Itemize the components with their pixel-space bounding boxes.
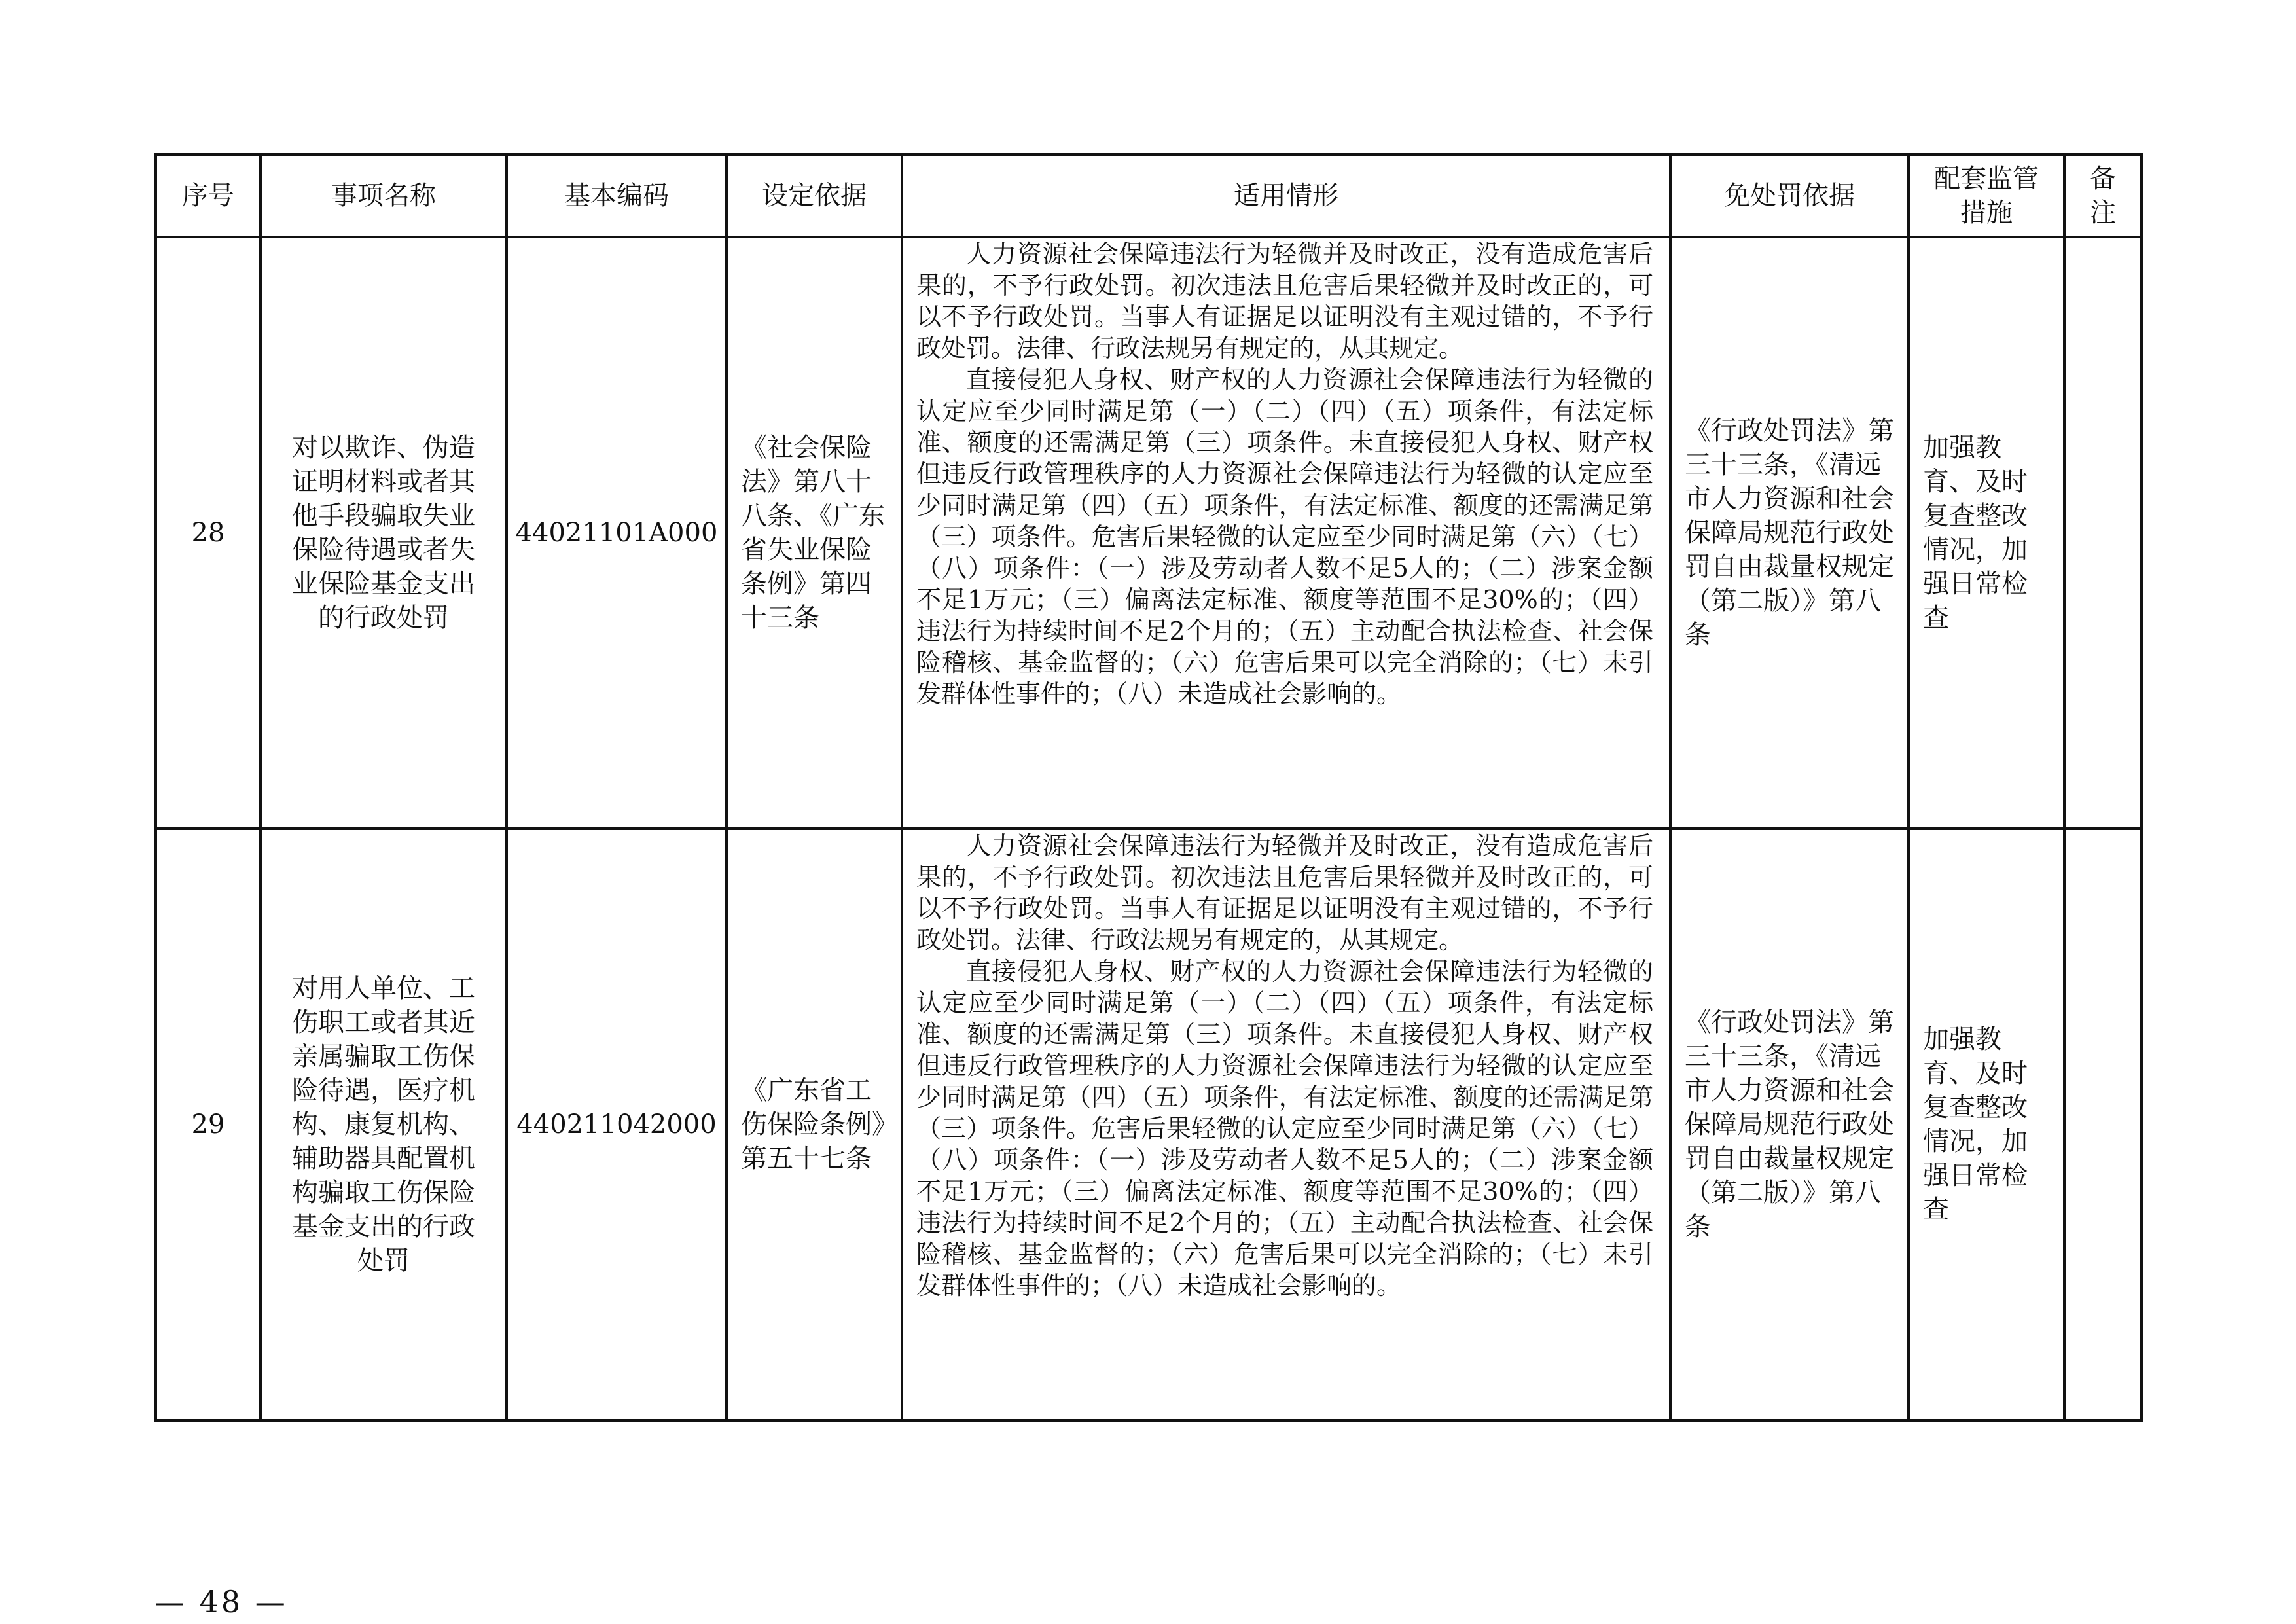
header-item-name: 事项名称 (260, 154, 507, 237)
table-row (156, 829, 2142, 1420)
situation-paragraph: 人力资源社会保障违法行为轻微并及时改正，没有造成危害后果的，不予行政处罚。初次违法且危害后果轻微并及时改正的，可以不予行政处罚。当事人有证据足以证明没有主观过错的，不予行政处罚。法律、行政法规另有规定的，从其规定。 (916, 831, 1653, 954)
row-supervision-measures: 加强教育、及时复查整改情况，加强日常检查 (1909, 237, 2064, 829)
table-header-row (156, 154, 2142, 237)
row-supervision-measures: 加强教育、及时复查整改情况，加强日常检查 (1909, 829, 2064, 1420)
row-remark (2064, 237, 2142, 829)
header-applicable-situation: 适用情形 (902, 154, 1670, 237)
row-item-name: 对用人单位、工伤职工或者其近亲属骗取工伤保险待遇，医疗机构、康复机构、辅助器具配置机构骗取工伤保险基金支出的行政处罚 (260, 829, 507, 1420)
table-row (156, 237, 2142, 829)
situation-paragraph: 直接侵犯人身权、财产权的人力资源社会保障违法行为轻微的认定应至少同时满足第（一）（二）（四）（五）项条件，有法定标准、额度的还需满足第（三）项条件。未直接侵犯人身权、财产权但违反行政管理秩序的人力资源社会保障违法行为轻微的认定应至少同时满足第（四）（五）项条件，有法定标准、额度的还需满足第（三）项条件。危害后果轻微的认定应至少同时满足第（六）（七）（八）项条件：（一）涉及劳动者人数不足5人的；（二）涉案金额不足1万元；（三）偏离法定标准、额度等范围不足30%的；（四）违法行为持续时间不足2个月的；（五）主动配合执法检查、社会保险稽核、基金监督的；（六）危害后果可以完全消除的；（七）未引发群体性事件的；（八）未造成社会影响的。 (916, 365, 1653, 708)
row-remark (2064, 829, 2142, 1420)
header-serial-number: 序号 (156, 154, 260, 237)
header-supervision-measures: 配套监管措施 (1909, 154, 2064, 237)
situation-paragraph: 直接侵犯人身权、财产权的人力资源社会保障违法行为轻微的认定应至少同时满足第（一）（二）（四）（五）项条件，有法定标准、额度的还需满足第（三）项条件。未直接侵犯人身权、财产权但违反行政管理秩序的人力资源社会保障违法行为轻微的认定应至少同时满足第（四）（五）项条件，有法定标准、额度的还需满足第（三）项条件。危害后果轻微的认定应至少同时满足第（六）（七）（八）项条件：（一）涉及劳动者人数不足5人的；（二）涉案金额不足1万元；（三）偏离法定标准、额度等范围不足30%的；（四）违法行为持续时间不足2个月的；（五）主动配合执法检查、社会保险稽核、基金监督的；（六）危害后果可以完全消除的；（七）未引发群体性事件的；（八）未造成社会影响的。 (916, 957, 1653, 1300)
situation-paragraph: 人力资源社会保障违法行为轻微并及时改正，没有造成危害后果的，不予行政处罚。初次违法且危害后果轻微并及时改正的，可以不予行政处罚。当事人有证据足以证明没有主观过错的，不予行政处罚。法律、行政法规另有规定的，从其规定。 (916, 240, 1653, 363)
page-number: — 48 — (154, 1584, 288, 1619)
row-serial-number: 29 (156, 829, 260, 1420)
row-exemption-basis: 《行政处罚法》第三十三条，《清远市人力资源和社会保障局规范行政处罚自由裁量权规定（第二版）》第八条 (1670, 829, 1909, 1420)
row-applicable-situation (902, 237, 1670, 829)
penalty-items-table (154, 153, 2143, 1422)
header-exemption-basis: 免处罚依据 (1670, 154, 1909, 237)
row-legal-basis: 《广东省工伤保险条例》第五十七条 (726, 829, 902, 1420)
row-legal-basis: 《社会保险法》第八十八条、《广东省失业保险条例》第四十三条 (726, 237, 902, 829)
row-exemption-basis: 《行政处罚法》第三十三条，《清远市人力资源和社会保障局规范行政处罚自由裁量权规定（第二版）》第八条 (1670, 237, 1909, 829)
row-basic-code: 440211042000 (507, 829, 726, 1420)
header-legal-basis: 设定依据 (726, 154, 902, 237)
row-item-name: 对以欺诈、伪造证明材料或者其他手段骗取失业保险待遇或者失业保险基金支出的行政处罚 (260, 237, 507, 829)
row-applicable-situation (902, 829, 1670, 1420)
row-basic-code: 44021101A000 (507, 237, 726, 829)
header-remark: 备注 (2064, 154, 2142, 237)
header-basic-code: 基本编码 (507, 154, 726, 237)
row-serial-number: 28 (156, 237, 260, 829)
